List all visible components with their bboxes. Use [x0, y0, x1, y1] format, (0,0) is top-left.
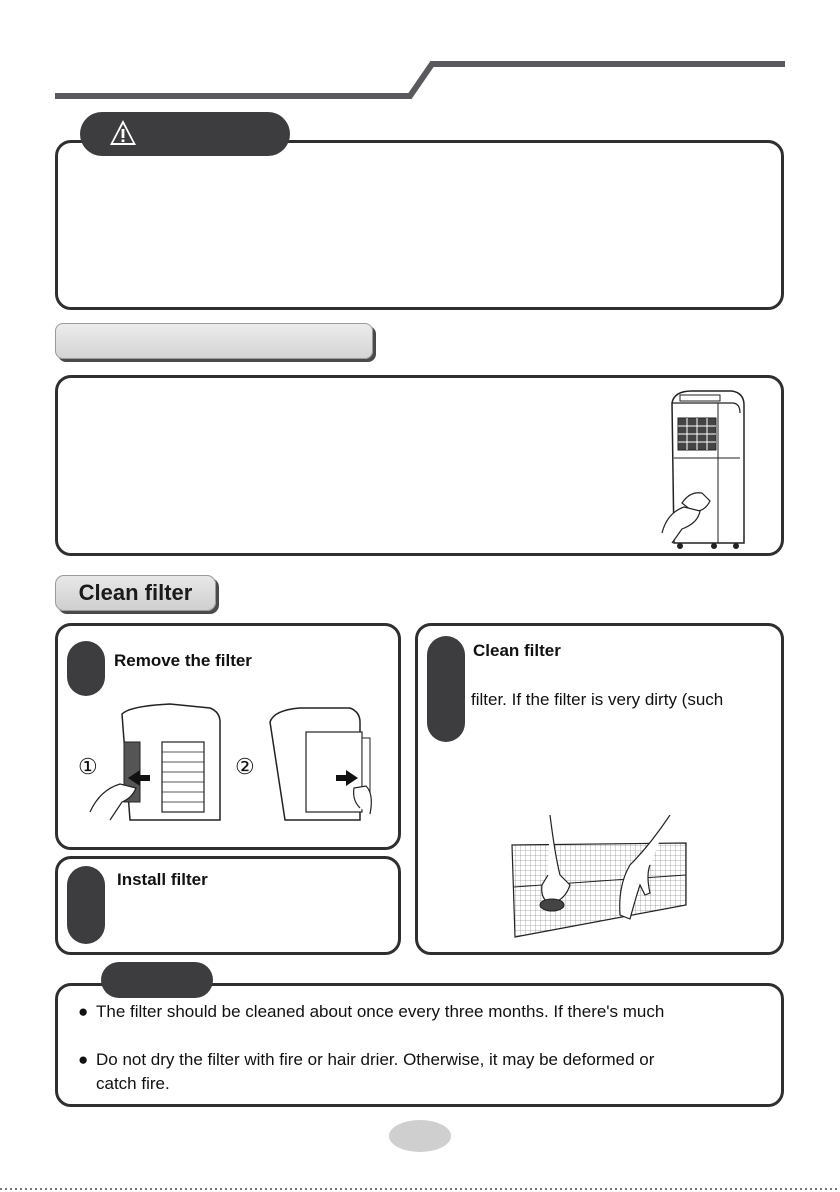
- note-item-text: catch fire.: [96, 1074, 170, 1093]
- remove-filter-illustration: [70, 702, 390, 830]
- note-item-text: Do not dry the filter with fire or hair drier. Otherwise, it may be deformed or: [96, 1050, 655, 1069]
- step-number-pill: [67, 641, 105, 696]
- page-number-oval: [389, 1120, 451, 1152]
- bottom-edge-dots: [0, 1188, 840, 1190]
- step-number-pill: [67, 866, 105, 944]
- step-title: Clean filter: [473, 641, 561, 660]
- warning-box: [55, 140, 784, 310]
- filter-brushing-illustration: [510, 815, 690, 940]
- step-install-filter-box: [55, 856, 401, 955]
- note-tab: [101, 962, 213, 998]
- bullet: ●: [78, 1050, 89, 1069]
- marker-1: ①: [78, 755, 98, 780]
- bullet: ●: [78, 1002, 89, 1021]
- clean-filter-heading: Clean filter: [55, 575, 216, 611]
- header-rule: [0, 0, 840, 110]
- step-number-pill: [427, 636, 465, 742]
- note-item-text: The filter should be cleaned about once every three months. If there's much: [96, 1002, 665, 1021]
- air-conditioner-wipe-illustration: [652, 383, 748, 551]
- section-title-bar: [55, 323, 373, 359]
- warning-triangle-icon: [108, 118, 138, 148]
- step-description: filter. If the filter is very dirty (such: [471, 690, 724, 709]
- step-title: Install filter: [117, 870, 208, 889]
- marker-2: ②: [235, 755, 255, 780]
- step-title: Remove the filter: [114, 651, 252, 670]
